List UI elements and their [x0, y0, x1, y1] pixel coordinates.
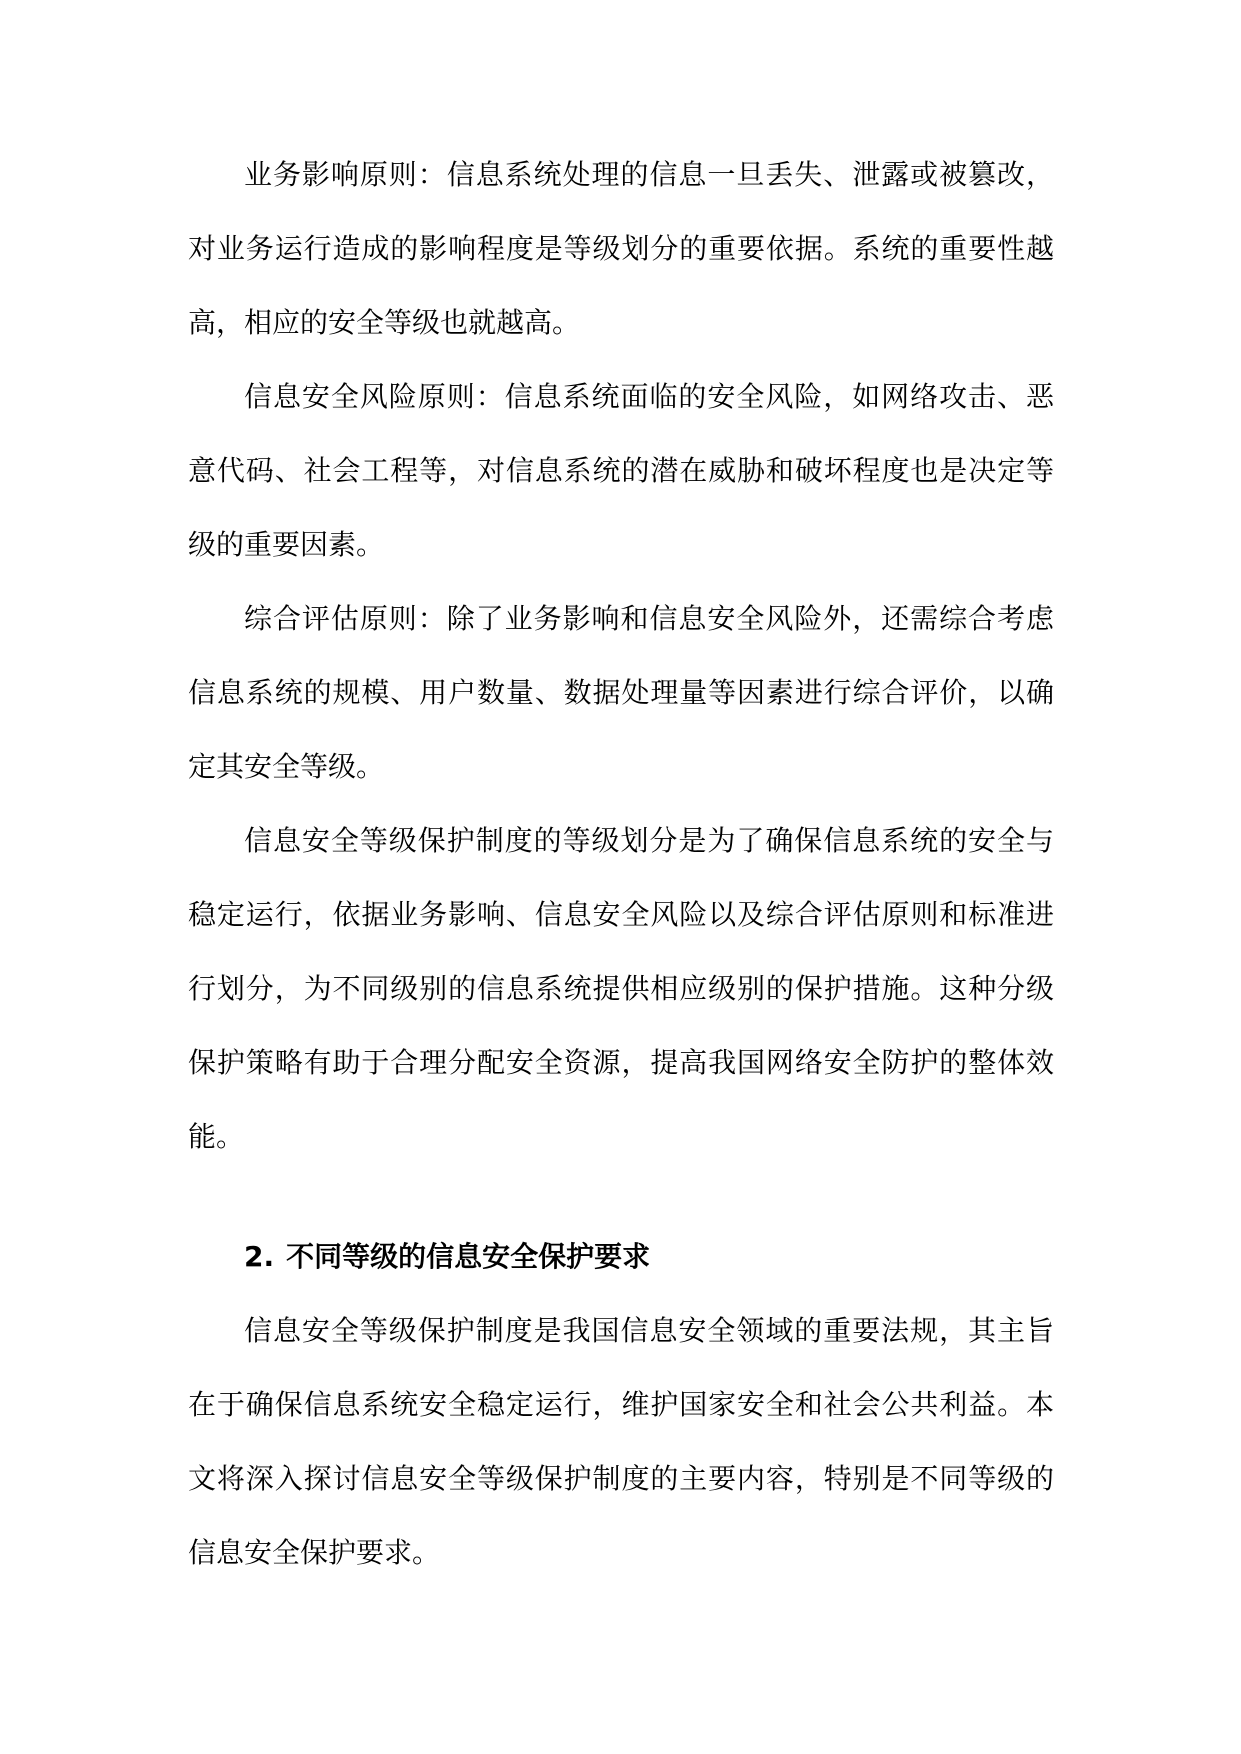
section-title: 不同等级的信息安全保护要求 — [286, 1240, 651, 1273]
paragraph-comprehensive-assessment: 综合评估原则：除了业务影响和信息安全风险外，还需综合考虑信息系统的规模、用户数量、数据处理量等因素进行综合评价，以确定其安全等级。 — [188, 602, 1054, 783]
section-number: 2. — [244, 1240, 275, 1273]
paragraph-level-summary: 信息安全等级保护制度的等级划分是为了确保信息系统的安全与稳定运行，依据业务影响、信息安全风险以及综合评估原则和标准进行划分，为不同级别的信息系统提供相应级别的保护措施。这种分级保护策略有助于合理分配安全资源，提高我国网络安全防护的整体效能。 — [188, 824, 1054, 1153]
paragraph-intro: 信息安全等级保护制度是我国信息安全领域的重要法规，其主旨在于确保信息系统安全稳定运行，维护国家安全和社会公共利益。本文将深入探讨信息安全等级保护制度的主要内容，特别是不同等级的信息安全保护要求。 — [188, 1314, 1054, 1569]
paragraph-business-impact: 业务影响原则：信息系统处理的信息一旦丢失、泄露或被篡改，对业务运行造成的影响程度是等级划分的重要依据。系统的重要性越高，相应的安全等级也就越高。 — [188, 158, 1054, 339]
paragraph-security-risk: 信息安全风险原则：信息系统面临的安全风险，如网络攻击、恶意代码、社会工程等，对信息系统的潜在威胁和破坏程度也是决定等级的重要因素。 — [188, 380, 1054, 561]
section-heading — [188, 1220, 1054, 1294]
document-body — [188, 138, 1054, 1590]
